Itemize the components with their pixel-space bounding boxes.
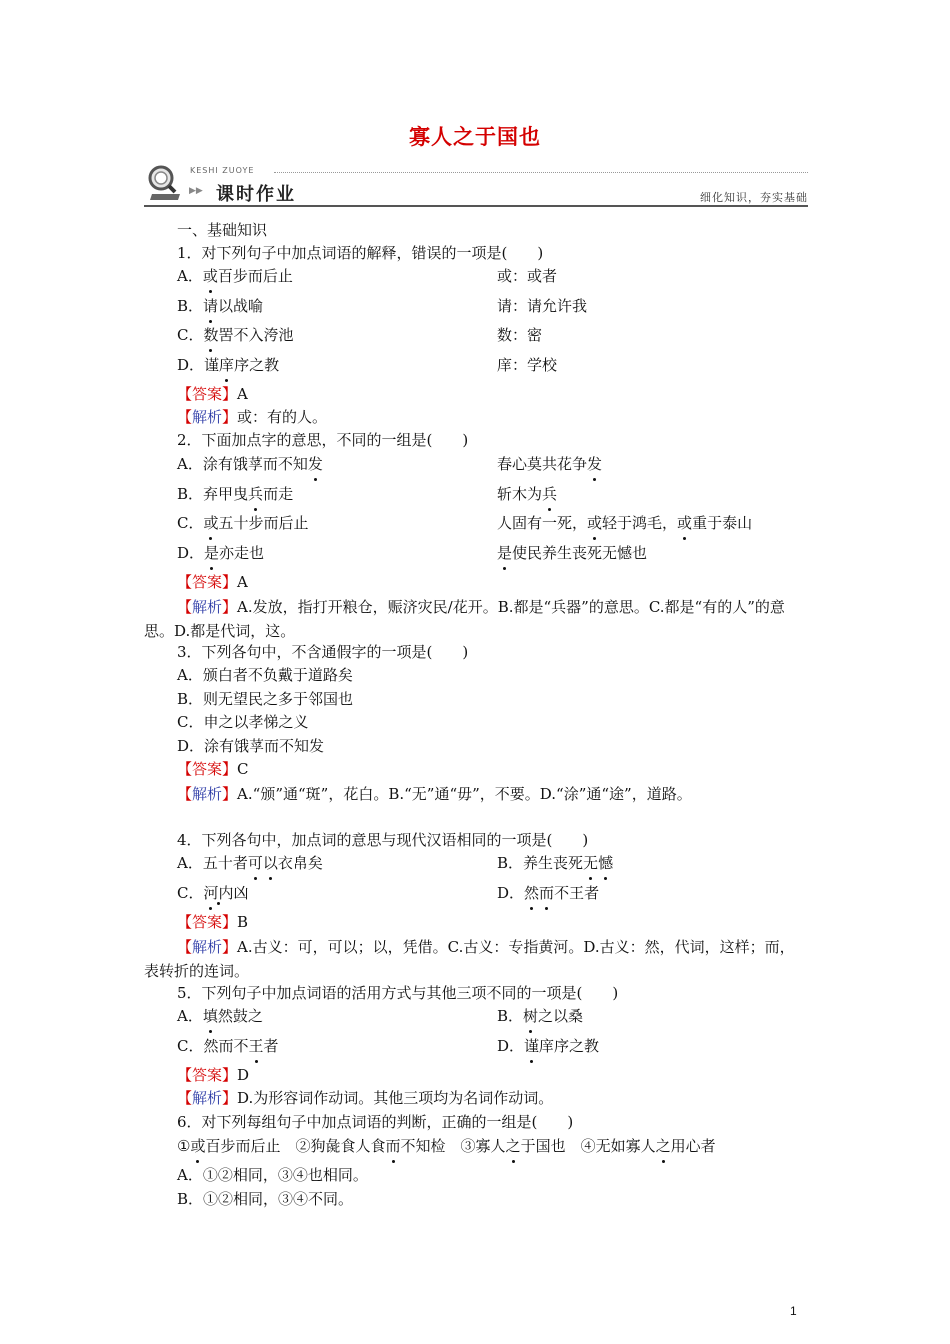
arrow-icon: ▶▶ [189,186,203,196]
page-number: 1 [790,1304,797,1318]
q3-option-d: D．涂有饿莩而不知发 [177,737,325,755]
q1-gloss-c: 数：密 [497,326,543,344]
q2-right-a: 春心莫共花争发 [497,455,603,473]
dotted-rule [274,172,808,173]
q1-gloss-a: 或：或者 [497,267,558,285]
q2-left-b: B．弃甲曳兵而走 [177,485,294,503]
q2-analysis: 【解析】A.发放，指打开粮仓，赈济灾民/花开。B.都是“兵器”的意思。C.都是“有的人”的意思。D.都是代词，这。 [144,598,785,640]
magnifier-logo-icon [144,162,184,202]
q4-option-a: A．五十者可以衣帛矣 [177,854,323,872]
q2-right-b: 斩木为兵 [497,485,558,503]
q2-right-d: 是使民养生丧死无憾也 [497,544,648,562]
q5-option-a: A．填然鼓之 [177,1007,263,1025]
q2-left-d: D．是亦走也 [177,544,265,562]
q1-option-d: D．谨庠序之教 [177,356,280,374]
q1-analysis: 【解析】或：有的人。 [177,408,328,426]
banner-slogan: 细化知识，夯实基础 [700,191,808,204]
q4-analysis: 【解析】A.古义：可，可以；以，凭借。C.古义：专指黄河。D.古义：然，代词，这样；而，表转折的连词。 [144,938,795,980]
q6-option-a: A．①②相同，③④也相同。 [177,1166,368,1184]
q4-stem: 4．下列各句中，加点词的意思与现代汉语相同的一项是( ) [177,831,589,849]
q1-option-a: A．或百步而后止 [177,267,293,285]
banner-pinyin: KESHI ZUOYE [190,166,255,175]
q5-answer: 【答案】D [177,1066,250,1084]
q1-gloss-b: 请：请允许我 [497,297,588,315]
q2-answer: 【答案】A [177,573,248,591]
q6-stem: 6．对下列每组句子中加点词语的判断，正确的一组是( ) [177,1113,574,1131]
q1-option-c: C．数罟不入洿池 [177,326,294,344]
q2-left-a: A．涂有饿莩而不知发 [177,455,323,473]
q3-answer: 【答案】C [177,760,249,778]
q1-answer: 【答案】A [177,385,248,403]
page-title: 寡人之于国也 [409,124,541,149]
q6-items: ①或百步而后止 ②狗彘食人食而不知检 ③寡人之于国也 ④无如寡人之用心者 [177,1137,716,1155]
q1-option-b: B．请以战喻 [177,297,264,315]
q3-option-c: C．申之以孝悌之义 [177,713,309,731]
banner-rule [144,205,808,207]
q2-stem: 2．下面加点字的意思，不同的一组是( ) [177,431,469,449]
q3-option-a: A．颁白者不负戴于道路矣 [177,666,353,684]
q5-stem: 5．下列句子中加点词语的活用方式与其他三项不同的一项是( ) [177,984,619,1002]
q5-option-b: B．树之以桑 [497,1007,584,1025]
q4-answer: 【答案】B [177,913,249,931]
banner-label: 课时作业 [216,184,296,205]
q3-option-b: B．则无望民之多于邻国也 [177,690,354,708]
q2-left-c: C．或五十步而后止 [177,514,309,532]
q4-option-b: B．养生丧死无憾 [497,854,614,872]
q2-right-c: 人固有一死，或轻于鸿毛，或重于泰山 [497,514,753,532]
q6-option-b: B．①②相同，③④不同。 [177,1190,354,1208]
q4-option-c: C．河内凶 [177,884,249,902]
q3-stem: 3．下列各句中，不含通假字的一项是( ) [177,643,469,661]
q3-analysis: 【解析】A.“颁”通“斑”，花白。B.“无”通“毋”，不要。D.“涂”通“途”，道路。 [177,785,692,803]
section-heading: 一、基础知识 [177,221,268,239]
q4-option-d: D．然而不王者 [497,884,600,902]
q1-gloss-d: 庠：学校 [497,356,558,374]
q1-stem: 1．对下列句子中加点词语的解释，错误的一项是( ) [177,244,544,262]
section-banner [144,160,808,208]
q5-option-d: D．谨庠序之教 [497,1037,600,1055]
q5-option-c: C．然而不王者 [177,1037,279,1055]
q5-analysis: 【解析】D.为形容词作动词。其他三项均为名词作动词。 [177,1089,554,1107]
